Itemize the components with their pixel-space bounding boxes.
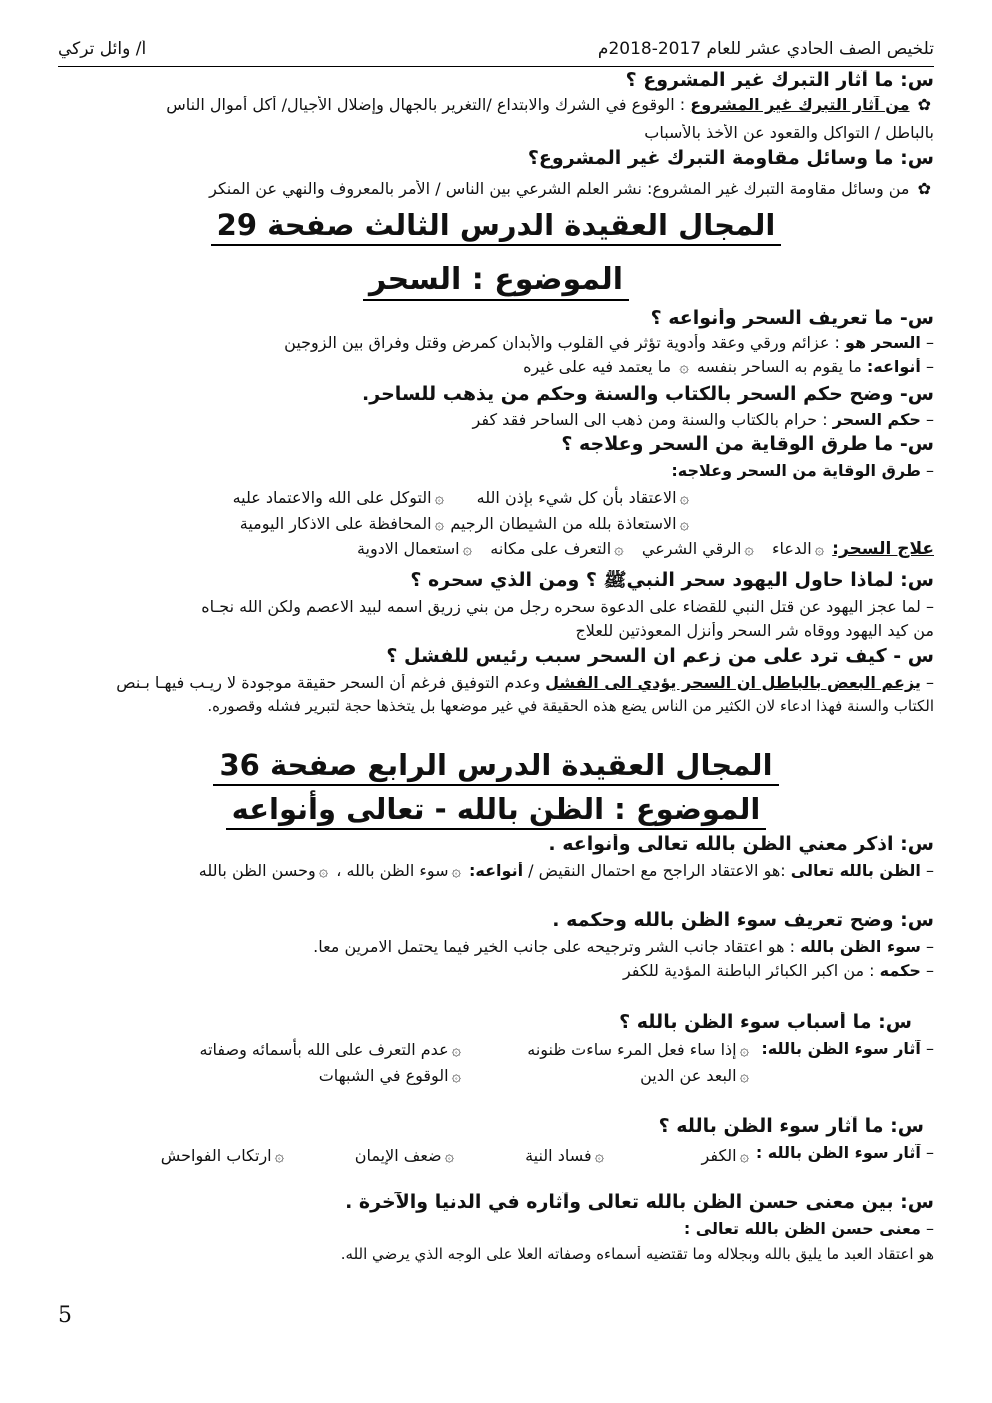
cure-item: استعمال الادوية bbox=[356, 540, 460, 558]
header-course-title: تلخيص الصف الحادي عشر للعام 2017-2018م bbox=[597, 40, 934, 59]
lesson3-title-text: المجال العقيدة الدرس الثالث صفحة 29 bbox=[211, 208, 782, 246]
question-magic-failure: س - كيف ترد على من زعم ان السحر سبب رئيس للفشل ؟ bbox=[386, 646, 934, 667]
answer-label: معنى حسن الظن بالله تعالى : bbox=[683, 1220, 921, 1238]
prevention-item-text: الاستعاذة بلله من الشيطان الرجيم bbox=[450, 514, 677, 533]
star-bullet-icon: ۞ bbox=[594, 1146, 604, 1165]
star-bullet-icon: ۞ bbox=[451, 1066, 461, 1085]
star-bullet-icon: ۞ bbox=[462, 540, 472, 558]
answer-text: وعدم التوفيق فرغم أن السحر حقيقة موجودة لا ريـب فيهـا بـنص bbox=[116, 674, 541, 692]
answer-tabarruk-resistance bbox=[58, 180, 934, 198]
answer-bad-zann-ruling: – حكمه : من اكبر الكبائر الباطنة المؤدية للكفر bbox=[622, 962, 934, 980]
answer-good-zann-text: هو اعتقاد العبد ما يليق بالله وبجلاله وما تقتضيه أسماءه وصفاته العلا على الوجه الذي يرضي الله. bbox=[340, 1246, 934, 1263]
star-bullet-icon: ۞ bbox=[434, 488, 444, 507]
star-bullet-icon: ۞ bbox=[451, 1040, 461, 1059]
type-item: ما يقوم به الساحر بنفسه bbox=[696, 358, 862, 376]
answer-good-zann-label: – معنى حسن الظن بالله تعالى : bbox=[683, 1220, 934, 1238]
effect-item-text: ضعف الإيمان bbox=[354, 1146, 442, 1165]
cure-item: الدعاء bbox=[772, 540, 812, 558]
question-bad-zann-effects: س: ما آثار سوء الظن بالله ؟ bbox=[658, 1116, 924, 1137]
answer-bad-zann-effects: – آثار سوء الظن بالله : bbox=[755, 1144, 934, 1162]
question-bad-zann-definition: س: وضح تعريف سوء الظن بالله وحكمه . bbox=[552, 910, 934, 931]
prevention-item-text: المحافظة على الاذكار اليومية bbox=[239, 514, 432, 533]
answer-magic-types: – أنواعه: ما يقوم به الساحر بنفسه ۞ ما يعتمد فيه على غيره bbox=[523, 358, 934, 376]
star-bullet-icon: ۞ bbox=[744, 540, 754, 558]
lesson4-subject bbox=[0, 792, 992, 830]
cause-item-text: عدم التعرف على الله بأسمائه وصفاته bbox=[199, 1040, 449, 1059]
page-header bbox=[58, 40, 934, 67]
flower-bullet-icon: ✿ bbox=[917, 96, 931, 114]
answer-label: سوء الظن بالله bbox=[800, 938, 921, 956]
prevention-item bbox=[477, 488, 692, 507]
cause-item-text: إذا ساء فعل المرء ساءت ظنونه bbox=[527, 1040, 737, 1059]
star-bullet-icon: ۞ bbox=[444, 1146, 454, 1165]
cause-item bbox=[527, 1040, 752, 1059]
answer-text: : من اكبر الكبائر الباطنة المؤدية للكفر bbox=[622, 962, 875, 980]
question-magic-ruling: س- وضح حكم السحر بالكتاب والسنة وحكم من يذهب للساحر. bbox=[362, 384, 934, 405]
lesson4-subject-text: الموضوع : الظن بالله - تعالى وأنواعه bbox=[226, 792, 767, 830]
effect-item bbox=[161, 1146, 287, 1165]
answer-magic-failure-line2: الكتاب والسنة فهذا ادعاء لان الكثير من الناس يضع هذه الحقيقة في غير موضعها بل يتخذها حجة لتبرير فشله وقصوره. bbox=[207, 698, 934, 715]
magic-cures bbox=[58, 540, 934, 560]
star-bullet-icon: ۞ bbox=[739, 1040, 749, 1059]
type-item: ما يعتمد فيه على غيره bbox=[523, 358, 672, 376]
star-bullet-icon: ۞ bbox=[679, 488, 689, 507]
effect-item bbox=[702, 1146, 752, 1165]
answer-label: طرق الوقاية من السحر وعلاجه: bbox=[671, 462, 921, 480]
effect-item-text: فساد النية bbox=[525, 1146, 592, 1165]
cause-item-text: البعد عن الدين bbox=[640, 1066, 737, 1085]
prevention-item bbox=[233, 488, 447, 507]
prevention-item-text: الاعتقاد بأن كل شيء بإذن الله bbox=[476, 488, 677, 507]
answer-bad-zann-causes-label: – آثار سوء الظن بالله: bbox=[761, 1040, 934, 1058]
lesson4-title-text: المجال العقيدة الدرس الرابع صفحة 36 bbox=[213, 748, 778, 786]
star-bullet-icon: ۞ bbox=[614, 540, 624, 558]
effect-item bbox=[525, 1146, 607, 1165]
star-bullet-icon: ۞ bbox=[679, 514, 689, 533]
answer-zann-meaning: – الظن بالله تعالى :هو الاعتقاد الراجح مع احتمال النقيض / أنواعه: ۞سوء الظن بالله ، ۞وحسن الظن بالله bbox=[198, 862, 934, 880]
question-zann-meaning: س: اذكر معني الظن بالله تعالى وأنواعه . bbox=[548, 834, 934, 855]
cause-item bbox=[199, 1040, 464, 1059]
answer-tabarruk-effects bbox=[58, 96, 934, 114]
effect-item bbox=[355, 1146, 457, 1165]
answer-text: :هو الاعتقاد الراجح مع احتمال النقيض / bbox=[528, 862, 786, 880]
type-item: سوء الظن بالله ، bbox=[336, 862, 449, 880]
answer-magic-failure-line1: – يزعم البعض بالباطل ان السحر يؤدي الى الفشل وعدم التوفيق فرغم أن السحر حقيقة موجودة لا ريـب فيهـا بـنص bbox=[116, 674, 934, 692]
question-magic-definition: س- ما تعريف السحر وأنواعه ؟ bbox=[650, 308, 934, 329]
lesson4-title bbox=[0, 748, 992, 786]
answer-text: : الوقوع في الشرك والابتداع /التغرير بالجهال وإضلال الأجيال/ أكل أموال الناس bbox=[166, 96, 686, 114]
prevention-item bbox=[240, 514, 447, 533]
prevention-label-line: – طرق الوقاية من السحر وعلاجه: bbox=[671, 462, 934, 480]
star-bullet-icon: ۞ bbox=[318, 862, 329, 880]
prevention-item-text: التوكل على الله والاعتماد عليه bbox=[232, 488, 432, 507]
answer-label: الظن بالله تعالى bbox=[790, 862, 921, 880]
header-author: أ/ وائل تركي bbox=[58, 40, 147, 59]
effect-item-text: الكفر bbox=[701, 1146, 737, 1165]
prevention-item bbox=[450, 514, 692, 533]
answer-label: آثار سوء الظن بالله : bbox=[755, 1144, 921, 1162]
star-bullet-icon: ۞ bbox=[739, 1066, 749, 1085]
lesson3-subject bbox=[0, 262, 992, 301]
type-item: وحسن الظن بالله bbox=[198, 862, 316, 880]
question-bad-zann-causes: س: ما أسباب سوء الظن بالله ؟ bbox=[619, 1012, 912, 1033]
answer-text: : هو اعتقاد جانب الشر وترجيحه على جانب الخير فيما يحتمل الامرين معا. bbox=[313, 938, 795, 956]
answer-label: أنواعه: bbox=[469, 862, 524, 880]
cure-item: التعرف على مكانه bbox=[490, 540, 612, 558]
question-tabarruk-resistance: س: ما وسائل مقاومة التبرك غير المشروع؟ bbox=[527, 148, 934, 169]
answer-bad-zann-definition: – سوء الظن بالله : هو اعتقاد جانب الشر وترجيحه على جانب الخير فيما يحتمل الامرين معا. bbox=[313, 938, 934, 956]
answer-text: : حرام بالكتاب والسنة ومن ذهب الى الساحر فقد كفر bbox=[472, 411, 828, 429]
answer-magic-definition: – السحر هو : عزائم ورقي وعقد وأدوية تؤثر في القلوب والأبدان كمرض وقتل وفراق بين الزوجين bbox=[284, 334, 934, 352]
star-bullet-icon: ۞ bbox=[739, 1146, 749, 1165]
answer-label: حكمه bbox=[879, 962, 921, 980]
answer-label: من آثار التبرك غير المشروع bbox=[690, 96, 910, 114]
page-number: 5 bbox=[58, 1303, 72, 1328]
question-good-zann: س: بين معنى حسن الظن بالله تعالى وآثاره في الدنيا والآخرة . bbox=[345, 1192, 934, 1213]
answer-label: آثار سوء الظن بالله: bbox=[761, 1040, 921, 1058]
answer-text: : عزائم ورقي وعقد وأدوية تؤثر في القلوب والأبدان كمرض وقتل وفراق بين الزوجين bbox=[284, 334, 840, 352]
star-bullet-icon: ۞ bbox=[814, 540, 825, 558]
lesson3-subject-text: الموضوع : السحر bbox=[363, 262, 629, 301]
star-bullet-icon: ۞ bbox=[679, 358, 689, 376]
answer-label: علاج السحر: bbox=[832, 540, 934, 559]
answer-continuation: بالباطل / التواكل والقعود عن الأخذ بالأسباب bbox=[644, 124, 934, 142]
answer-text: لما عجز اليهود عن قتل النبي للقضاء على الدعوة سحره رجل من بني زريق اسمه لبيد الاعصم ولكن الله نجـاه bbox=[201, 598, 921, 616]
star-bullet-icon: ۞ bbox=[274, 1146, 284, 1165]
lesson3-title bbox=[0, 208, 992, 246]
cause-item bbox=[640, 1066, 752, 1085]
cure-item: الرقي الشرعي bbox=[641, 540, 742, 558]
answer-text: من وسائل مقاومة التبرك غير المشروع: نشر العلم الشرعي بين الناس / الأمر بالمعروف والنهي عن المنكر bbox=[209, 180, 910, 198]
answer-label: أنواعه: bbox=[866, 358, 921, 376]
star-bullet-icon: ۞ bbox=[451, 862, 461, 880]
answer-label: حكم السحر bbox=[832, 411, 921, 429]
cause-item-text: الوقوع في الشبهات bbox=[318, 1066, 449, 1085]
answer-label: السحر هو bbox=[844, 334, 921, 352]
question-jews-magic: س: لماذا حاول اليهود سحر النبيﷺ ؟ ومن الذي سحره ؟ bbox=[410, 570, 934, 591]
star-bullet-icon: ۞ bbox=[434, 514, 444, 533]
question-magic-prevention: س- ما طرق الوقاية من السحر وعلاجه ؟ bbox=[561, 434, 934, 455]
answer-magic-ruling: – حكم السحر : حرام بالكتاب والسنة ومن ذهب الى الساحر فقد كفر bbox=[472, 411, 934, 429]
flower-bullet-icon: ✿ bbox=[917, 180, 931, 198]
effect-item-text: ارتكاب الفواحش bbox=[160, 1146, 272, 1165]
answer-label: يزعم البعض بالباطل ان السحر يؤدي الى الفشل bbox=[545, 674, 921, 692]
question-tabarruk-effects: س: ما آثار التبرك غير المشروع ؟ bbox=[625, 70, 934, 91]
cause-item bbox=[319, 1066, 464, 1085]
answer-jews-magic-line1: – لما عجز اليهود عن قتل النبي للقضاء على الدعوة سحره رجل من بني زريق اسمه لبيد الاعصم ولكن الله نجـاه bbox=[201, 598, 934, 616]
answer-jews-magic-line2: من كيد اليهود ووقاه شر السحر وأنزل المعوذتين للعلاج bbox=[575, 622, 934, 640]
